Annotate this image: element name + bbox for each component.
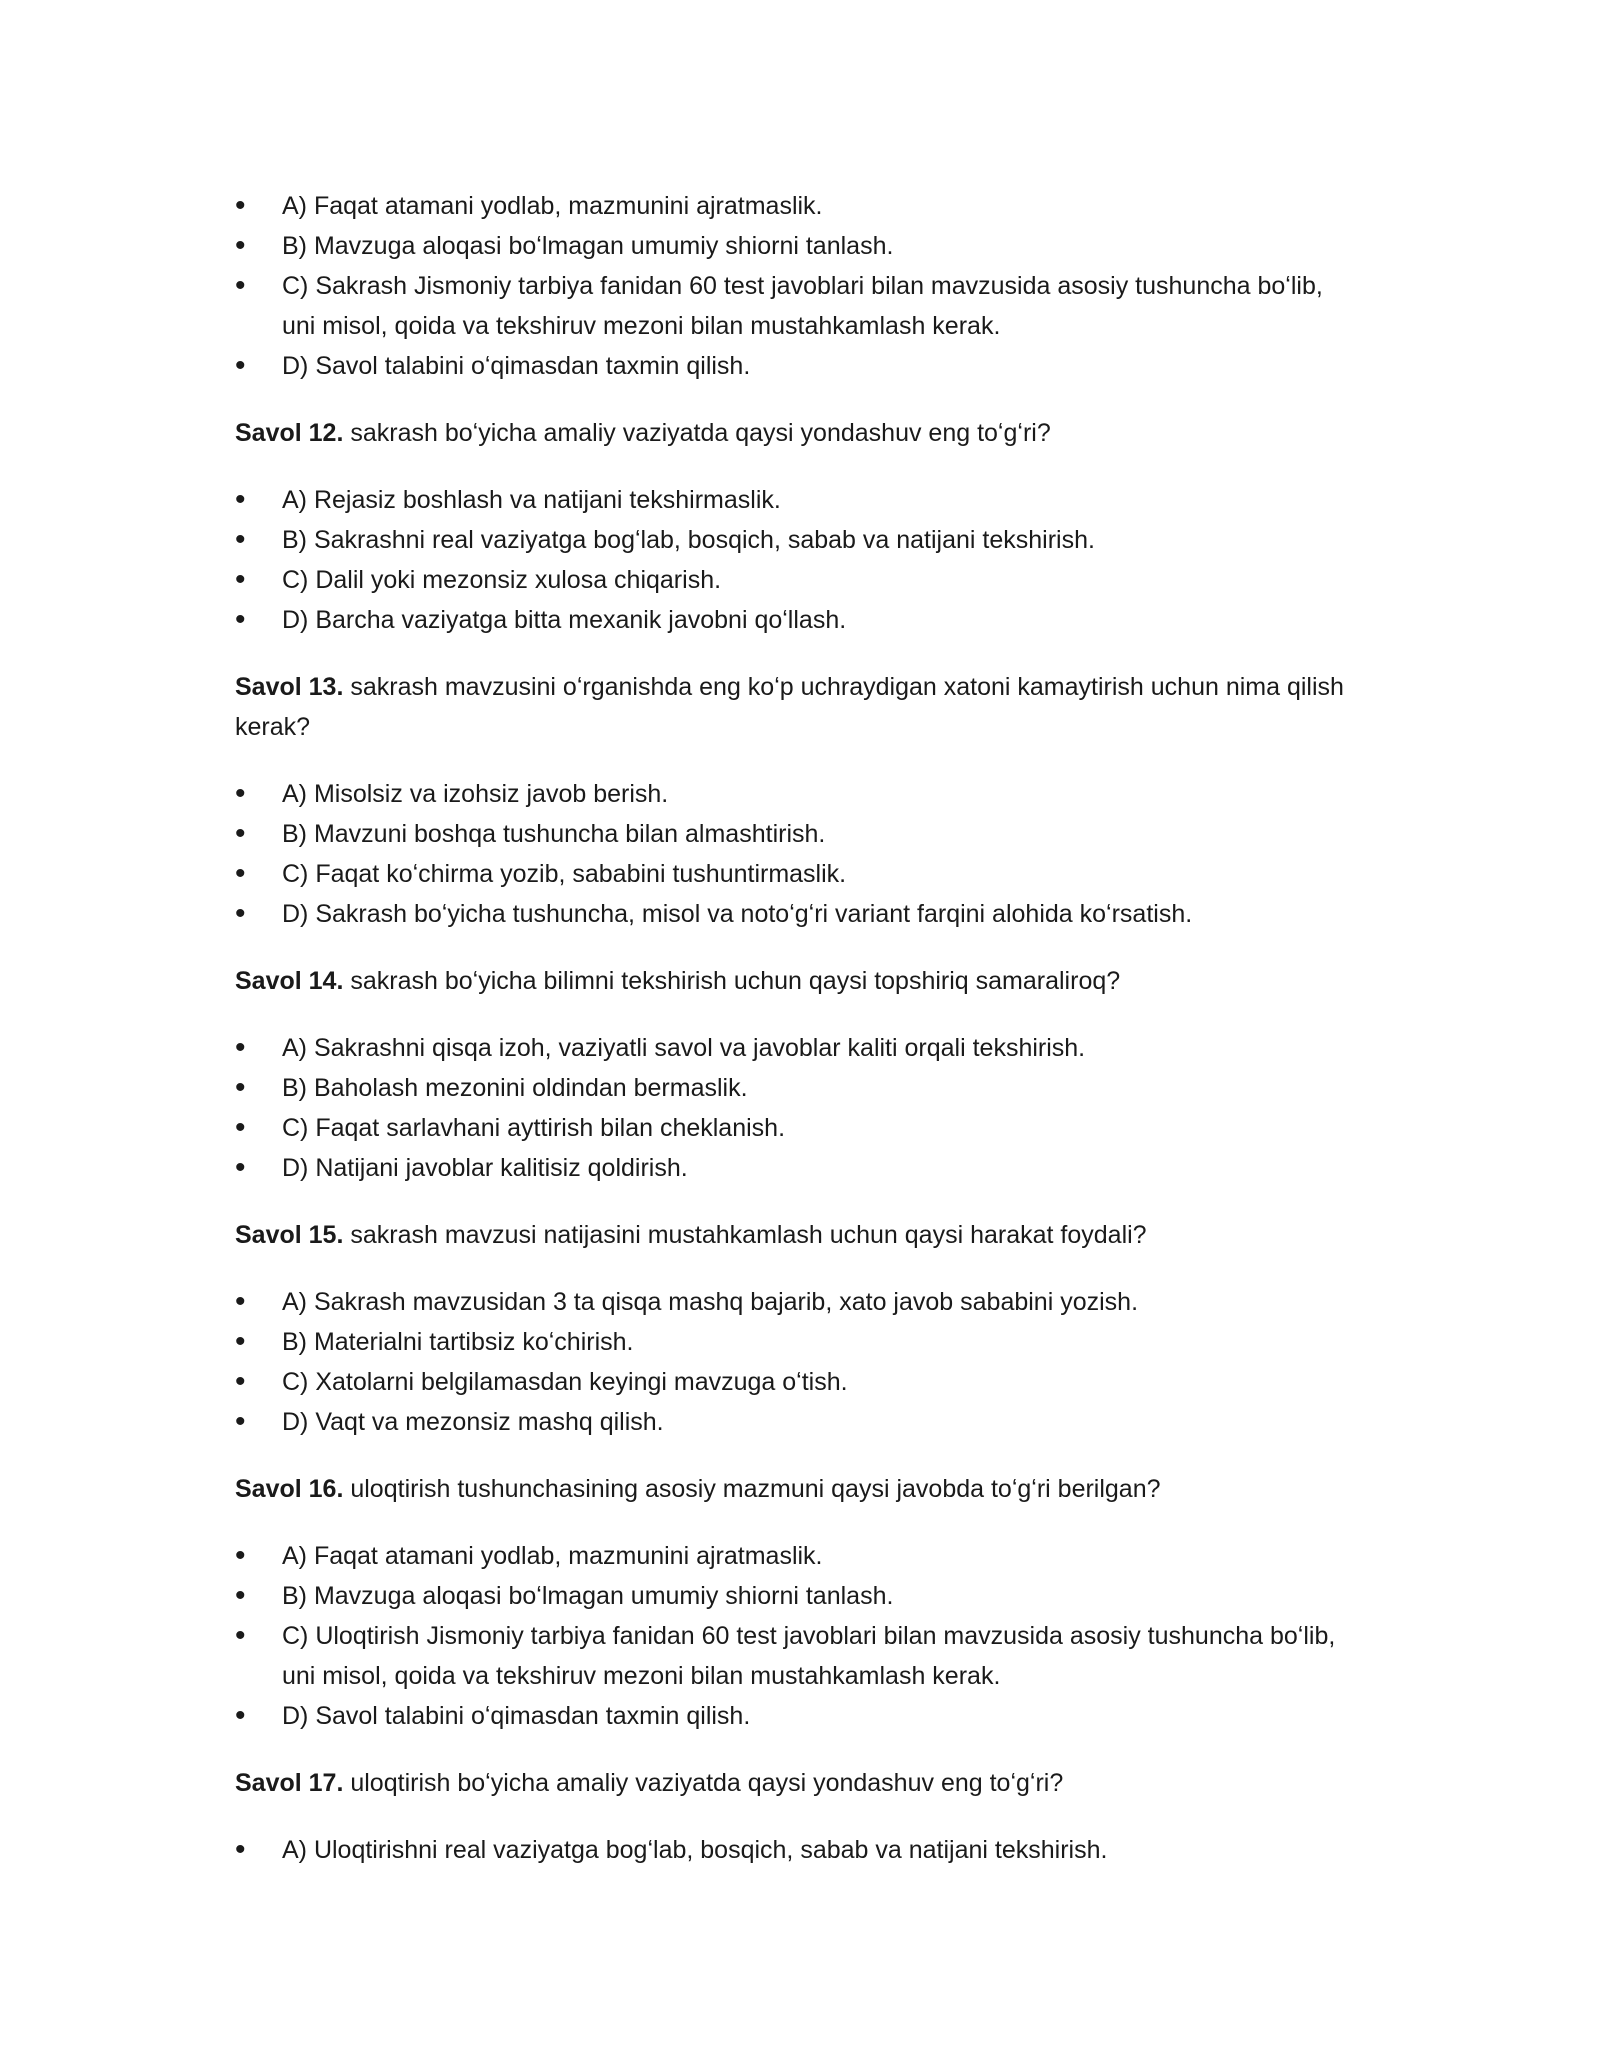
option-item: • B) Mavzuga aloqasi boʻlmagan umumiy shiorni tanlash. [235, 226, 1355, 266]
option-item: • B) Mavzuni boshqa tushuncha bilan almashtirish. [235, 814, 1355, 854]
question-number: Savol 15. [235, 1221, 344, 1249]
question-number: Savol 12. [235, 419, 344, 447]
question-15 [235, 1215, 1355, 1255]
option-item: • D) Barcha vaziyatga bitta mexanik javobni qoʻllash. [235, 600, 1355, 640]
option-item: • A) Sakrash mavzusidan 3 ta qisqa mashq bajarib, xato javob sababini yozish. [235, 1282, 1355, 1322]
question-14 [235, 961, 1355, 1001]
option-item: • B) Sakrashni real vaziyatga bogʻlab, bosqich, sabab va natijani tekshirish. [235, 520, 1355, 560]
option-list [235, 1028, 1355, 1188]
option-item: • A) Misolsiz va izohsiz javob berish. [235, 774, 1355, 814]
option-item: • A) Sakrashni qisqa izoh, vaziyatli savol va javoblar kaliti orqali tekshirish. [235, 1028, 1355, 1068]
option-item: • B) Materialni tartibsiz koʻchirish. [235, 1322, 1355, 1362]
option-item: • D) Savol talabini oʻqimasdan taxmin qilish. [235, 1696, 1355, 1736]
option-list [235, 1830, 1355, 1870]
option-list [235, 1282, 1355, 1442]
question-number: Savol 14. [235, 967, 344, 995]
option-item: • D) Sakrash boʻyicha tushuncha, misol va notoʻgʻri variant farqini alohida koʻrsatish. [235, 894, 1355, 934]
question-text: uloqtirish tushunchasining asosiy mazmuni qaysi javobda toʻgʻri berilgan? [343, 1475, 1161, 1503]
option-item: • C) Sakrash Jismoniy tarbiya fanidan 60 test javoblari bilan mavzusida asosiy tushuncha boʻlib, uni misol, qoida va tekshiruv mezoni bilan mustahkamlash kerak. [235, 266, 1355, 346]
question-12 [235, 413, 1355, 453]
option-item: • A) Uloqtirishni real vaziyatga bogʻlab, bosqich, sabab va natijani tekshirish. [235, 1830, 1355, 1870]
option-item: • B) Baholash mezonini oldindan bermaslik. [235, 1068, 1355, 1108]
option-item: • D) Vaqt va mezonsiz mashq qilish. [235, 1402, 1355, 1442]
option-item: • D) Savol talabini oʻqimasdan taxmin qilish. [235, 346, 1355, 386]
question-17 [235, 1763, 1355, 1803]
option-list [235, 774, 1355, 934]
question-number: Savol 17. [235, 1769, 344, 1797]
question-text: sakrash mavzusini oʻrganishda eng koʻp uchraydigan xatoni kamaytirish uchun nima qilish kerak? [235, 673, 1344, 741]
option-item: • C) Dalil yoki mezonsiz xulosa chiqarish. [235, 560, 1355, 600]
document-page [235, 186, 1355, 1870]
question-text: sakrash boʻyicha amaliy vaziyatda qaysi yondashuv eng toʻgʻri? [343, 419, 1051, 447]
question-number: Savol 16. [235, 1475, 344, 1503]
option-item: • A) Rejasiz boshlash va natijani tekshirmaslik. [235, 480, 1355, 520]
option-list [235, 1536, 1355, 1736]
option-item: • C) Faqat koʻchirma yozib, sababini tushuntirmaslik. [235, 854, 1355, 894]
question-text: sakrash mavzusi natijasini mustahkamlash uchun qaysi harakat foydali? [343, 1221, 1147, 1249]
question-number: Savol 13. [235, 673, 344, 701]
question-text: sakrash boʻyicha bilimni tekshirish uchun qaysi topshiriq samaraliroq? [343, 967, 1121, 995]
option-item: • A) Faqat atamani yodlab, mazmunini ajratmaslik. [235, 186, 1355, 226]
option-item: • D) Natijani javoblar kalitisiz qoldirish. [235, 1148, 1355, 1188]
option-list [235, 480, 1355, 640]
question-16 [235, 1469, 1355, 1509]
question-text: uloqtirish boʻyicha amaliy vaziyatda qaysi yondashuv eng toʻgʻri? [343, 1769, 1064, 1797]
option-list [235, 186, 1355, 386]
option-item: • C) Faqat sarlavhani ayttirish bilan cheklanish. [235, 1108, 1355, 1148]
option-item: • A) Faqat atamani yodlab, mazmunini ajratmaslik. [235, 1536, 1355, 1576]
option-item: • C) Xatolarni belgilamasdan keyingi mavzuga oʻtish. [235, 1362, 1355, 1402]
question-13 [235, 667, 1355, 747]
option-item: • B) Mavzuga aloqasi boʻlmagan umumiy shiorni tanlash. [235, 1576, 1355, 1616]
option-item: • C) Uloqtirish Jismoniy tarbiya fanidan 60 test javoblari bilan mavzusida asosiy tushuncha boʻlib, uni misol, qoida va tekshiruv mezoni bilan mustahkamlash kerak. [235, 1616, 1355, 1696]
